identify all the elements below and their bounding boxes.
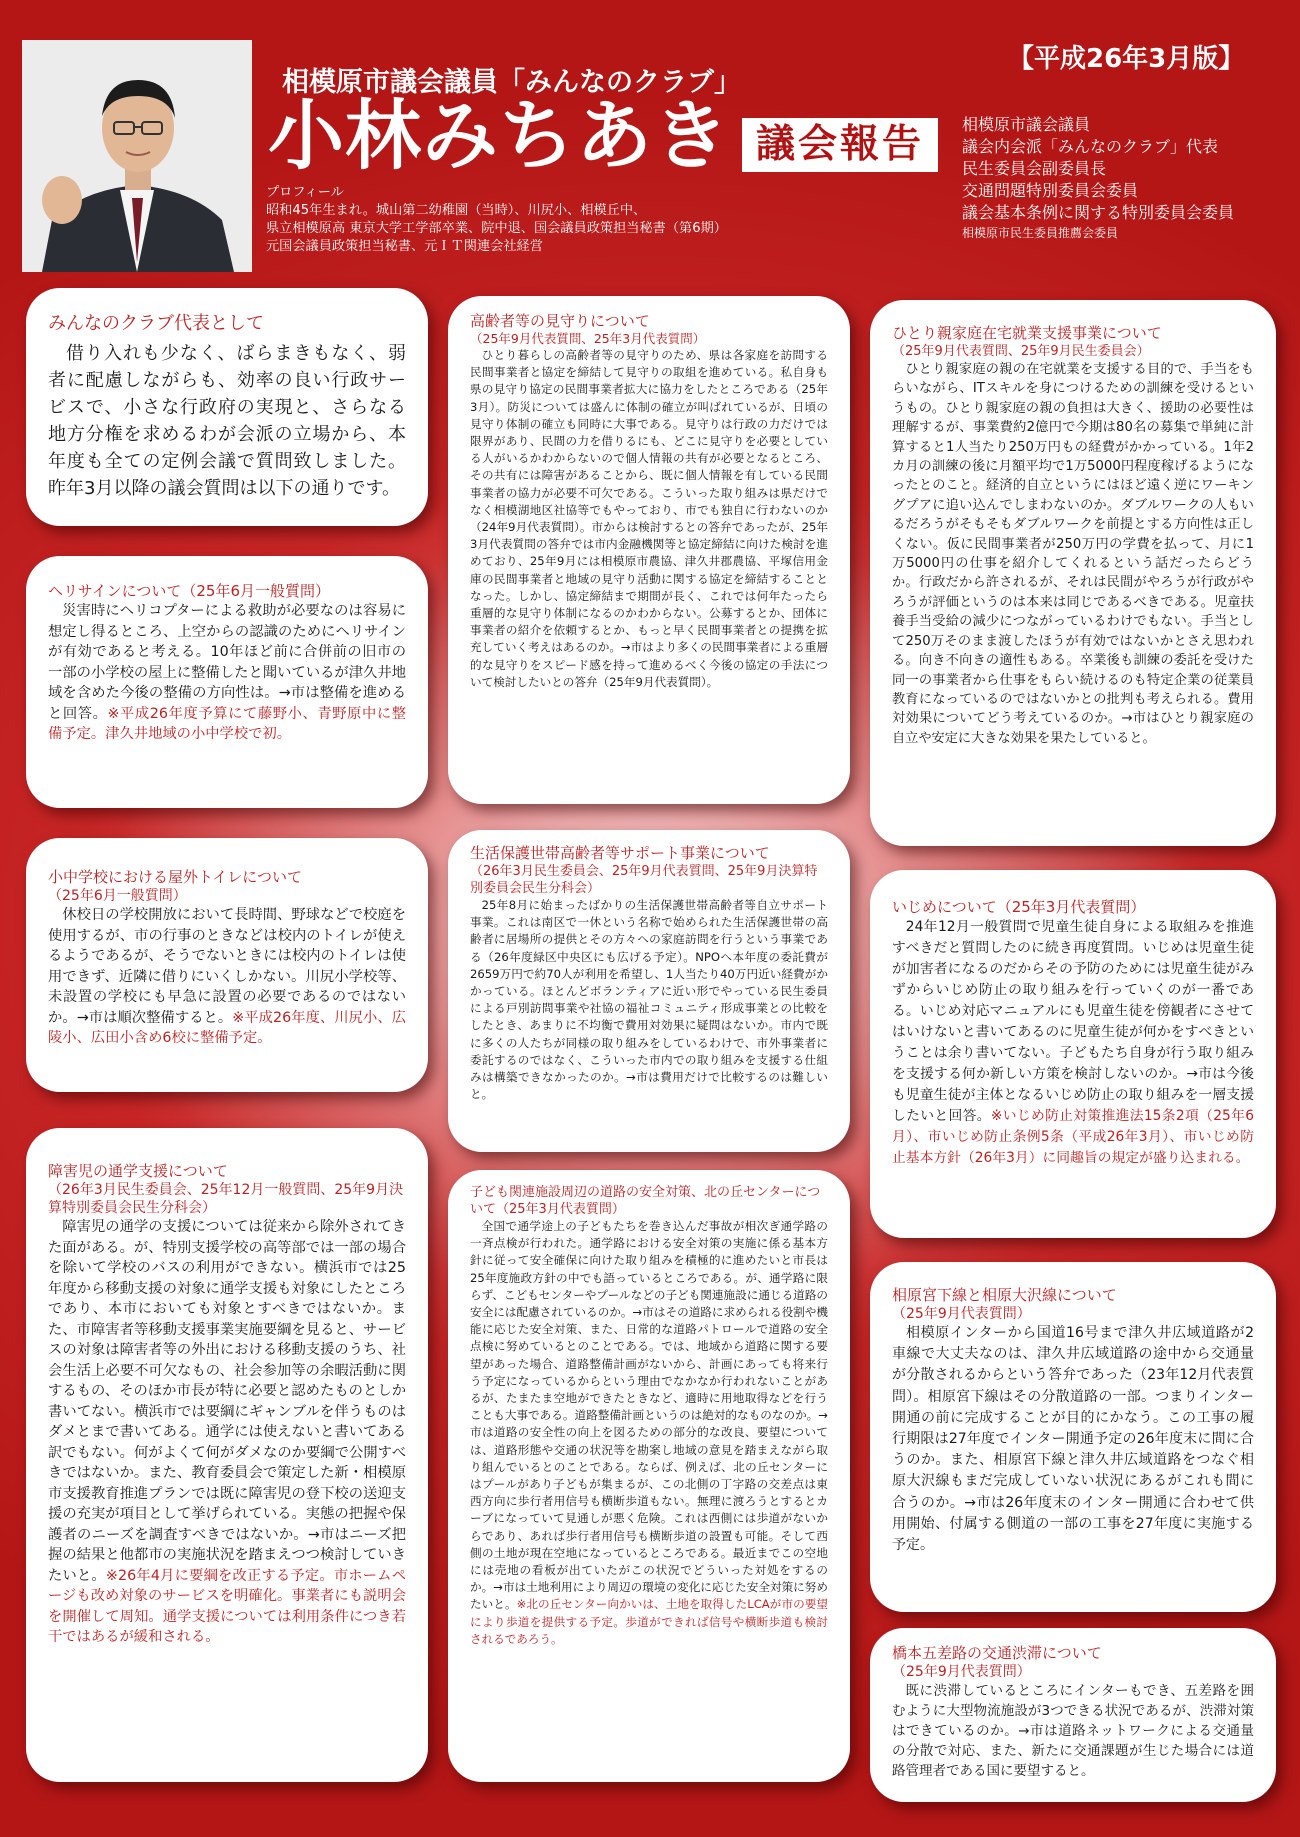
report-label: 議会報告 [742,118,938,172]
note-text: ※平成26年度予算にて藤野小、青野原中に整備予定。津久井地域の小中学校で初。 [48,705,406,742]
section-body [892,917,1254,1169]
section-title: 相原宮下線と相原大沢線について [892,1286,1117,1304]
profile-line: 昭和45年生まれ。城山第二幼稚園（当時）、川尻小、相模丘中、 [266,203,647,218]
section-subtitle: （25年9月代表質問、25年3月代表質問） [470,331,706,346]
section-body [48,905,406,1049]
profile-line: 元国会議員政策担当秘書、元ＩＴ関連会社経営 [266,239,543,254]
note-text: ※26年4月に要綱を改正する予定。市ホームページも改め対象のサービスを明確化。事業者にも説明会を開催して周知。通学支援については利用条件につき若干ではあるが緩和される。 [48,1567,407,1645]
section-subtitle: （26年3月民生委員会、25年9月代表質問、25年9月決算特別委員会民生分科会） [470,864,818,896]
section-title: いじめについて（25年3月代表質問） [892,898,1146,916]
section-title: ヘリサインについて（25年6月一般質問） [48,582,330,600]
section-title: 橋本五差路の交通渋滞について [892,1644,1102,1662]
role-item: 相模原市民生委員推薦会委員 [962,226,1119,240]
role-item: 議会基本条例に関する特別委員会委員 [962,203,1235,222]
section-subtitle: （25年9月代表質問、25年9月民生委員会） [892,344,1150,359]
section-body: 相模原インターから国道16号まで津久井広域道路が2車線で大丈夫なのは、津久井広域道路の途中から交通量が分散されるからという答弁であった（23年12月代表質問）。相原宮下線はその分散道路の一部。つまりインター開通の前に完成することが目的にかなう。この工事の履行期限は27年度でインター開通予定の26年度末に間に合うのか。また、相原宮下線と津久井広域道路をつなぐ相原大沢線もまだ完成していない状況にあるがこれも間に合うのか。→市は26年度末のインター開通に合わせて供用開始、付属する側道の一部の工事を27年度に実施する予定。 [892,1325,1254,1554]
body-text: 災害時にヘリコプターによる救助が必要なのは容易に想定し得るところ、上空からの認識のためにヘリサインが有効であると考える。10年ほど前に合併前の旧市の一部の小学校の屋上に整備したと聞いているが津久井地域を含めた今後の整備の方向性は。→市は整備を進めると回答。 [48,603,406,722]
section-body: 25年8月に始まったばかりの生活保護世帯高齢者等自立サポート事業。これは南区で一休という名称で始められた生活保護世帯の高齢者に居場所の提供とその方々への家庭訪問を行うという事業である（26年度緑区中央区にも広げる予定）。NPOへ本年度の委託費が2659万円で約70人が利用を希望し、1人当たり40万円近い経費がかかっている。ほとんどボランティアに近い形でやっている民生委員による戸別訪問事業や社協の福祉コミュニティ形成事業との比較をしたとき、あまりに不均衡で費用対効果に疑問はないか。市内で既に多くの人たちが同様の取り組みをしているわけで、市外事業者に委託するのではなく、こういった市内での取り組みを支援する仕組みは構築できなかったのか。→市は費用だけで比較するのは難しいと。 [470,898,828,1102]
section-heliport [26,556,428,808]
section-subtitle: （25年9月代表質問） [892,1306,1031,1322]
section-road-lines [870,1262,1276,1612]
note-text: ※いじめ防止対策推進法15条2項（25年6月）、市いじめ防止条例5条（平成26年3月）、市いじめ防止基本方針（26年3月）に同趣旨の規定が盛り込まれる。 [892,1108,1254,1166]
edition-label: 【平成26年3月版】 [1008,44,1245,74]
section-body: 借り入れも少なく、ばらまきもなく、弱者に配慮しながらも、効率の良い行政サービスで、小さな行政府の実現と、さらなる地方分権を求めるわが会派の立場から、本年度も全ての定例会議で質問致しました。昨年3月以降の議会質問は以下の通りです。 [48,343,406,499]
body-text: 24年12月一般質問で児童生徒自身による取組みを推進すべきだと質問したのに続き再度質問。いじめは児童生徒が加害者になるのだからその予防のためには児童生徒がみずからいじめ防止の取り組みを行っていくのが一番である。いじめ対応マニュアルにも児童生徒を傍観者にさせてはいけないと書いてあるのに児童生徒が何かをすべきということは余り書いてない。子どもたち自身が行う取り組みを支援する何か新しい方策を検討しないのか。→市は今後も児童生徒が主体となるいじめ防止の取り組みを一層支援したいと回答。 [892,919,1254,1124]
note-text: ※平成26年度、川尻小、広陵小、広田小含め6校に整備予定。 [48,1009,407,1046]
section-body [48,601,406,745]
section-body: ひとり暮らしの高齢者等の見守りのため、県は各家庭を訪問する民間事業者と協定を締結して見守りの取組を進めている。私自身も県の見守り協定の民間事業者拡大に協力をしたところである（25年3月）。防災については盛んに体制の確立が叫ばれているが、日頃の見守り体制の確立も同時に大事である。見守りは行政の力だけでは限界があり、民間の力を借りるにも、どこに見守りを必要としている人がいるかわからないので個人情報の共有が必要となるところ、その共有には障害があることから、既に個人情報を有している民間事業者の協力が必要不可欠である。こういった取り組みは県だけでなく相模湖地区社協等でもやっており、市でも独自に行わないのか（24年9月代表質問）。市からは検討するとの答弁であったが、25年3月代表質問の答弁では市内金融機関等と協定締結に向けた検討を進めており、25年9月には相模原市農協、津久井郡農協、平塚信用金庫の民間事業者と地域の見守り活動に関する協定を締結することとなった。しかし、協定締結まで期間が長く、これでは何年たったら重層的な見守り体制になるのかわからない。公募するとか、団体に事業者の紹介を依頼するとか、もっと早く民間事業者との提携を拡充していく考えはあるのか。→市はより多くの民間事業者による重層的な見守りをスピード感を持って進めるべく今後の協定の手法について検討したいとの答弁（25年9月代表質問）。 [470,348,828,689]
section-title: 高齢者等の見守りについて [470,312,650,330]
section-single-parent [870,300,1276,846]
header [0,0,1300,290]
section-toilet [26,838,428,1092]
section-title: みんなのクラブ代表として [48,313,264,334]
role-item: 相模原市議会議員 [962,115,1091,134]
section-body: 既に渋滞しているところにインターもでき、五差路を囲むように大型物流施設が3つできる状況であるが、渋滞対策はできているのか。→市は道路ネットワークによる交通量の分散で対応、また、新たに交通課題が生じた場合には道路管理者である国に要望すると。 [892,1683,1254,1779]
section-hashimoto [870,1628,1276,1802]
section-title: ひとり親家庭在宅就業支援事業について [892,324,1162,342]
section-title: 子ども関連施設周辺の道路の安全対策、北の丘センターについて（25年3月代表質問） [470,1185,821,1217]
section-disabled-commute [26,1128,428,1782]
profile-line: 県立相模原高 東京大学工学部卒業、院中退、国会議員政策担当秘書（第6期） [266,221,727,236]
section-body [470,1218,828,1648]
role-item: 議会内会派「みんなのクラブ」代表 [962,137,1219,156]
section-title: 生活保護世帯高齢者等サポート事業について [470,844,770,862]
organization-title: 相模原市議会議員「みんなのクラブ」 [282,67,741,98]
section-representative [26,288,428,526]
section-welfare-support [448,830,850,1152]
section-body [48,1217,406,1648]
roles-list [962,114,1234,242]
body-text: 障害児の通学の支援については従来から除外されてきた面がある。が、特別支援学校の高等部では一部の場合を除いて学校のバスの利用ができない。横浜市では25年度から移動支援の対象に通学支援も対象にしたところであり、本市においても対象とすべきではないか。また、市障害者等移動支援事業実施要綱を見ると、サービスの対象は障害者等の外出における移動支援のうち、社会生活上必要不可欠なもの、社会参加等の余暇活動に関するもの、そのほか市長が特に必要と認めたものとしか書いてない。横浜市では要綱にギャンブルを伴うものはダメとまで書いてある。通学には使えないと書いてある訳でもない。何がよくて何がダメなのか要綱で公開すべきではないか。また、教育委員会で策定した新・相模原市支援教育推進プランでは既に障害児の登下校の送迎支援の充実が項目として挙げられている。実態の把握や保護者のニーズを調査すべきではないか。→市はニーズ把握の結果と他都市の実施状況を踏まえつつ検討していきたいと。 [48,1219,406,1584]
role-item: 民生委員会副委員長 [962,159,1107,178]
section-road-safety [448,1170,850,1782]
portrait-illustration [22,40,252,272]
section-subtitle: （25年6月一般質問） [48,888,187,904]
profile-label: プロフィール [266,185,344,200]
section-title: 小中学校における屋外トイレについて [48,868,302,886]
section-subtitle: （26年3月民生委員会、25年12月一般質問、25年9月決算特別委員会民生分科会） [48,1182,404,1216]
body-text: 全国で通学途上の子どもたちを巻き込んだ事故が相次ぎ通学路の一斉点検が行われた。通学路における安全対策の実施に係る基本方針に従って安全確保に向けた取り組みを積極的に進めたいと市長は25年度施政方針の中でも語っているところである。が、通学路に限らず、こどもセンターやプールなどの子ども関連施設に通じる道路の安全には配慮されているのか。→市はその道路に求められる役割や機能に応じた安全対策、また、日常的な道路パトロールで道路の安全点検に努めているとのことである。では、地域から道路に関する要望があった場合、道路整備計画がないから、計画にあっても将来行う予定になっているからという理由でなかなか行われないことがあるが、たまたま空地ができたときなど、適時に用地取得などを行うことも大事である。道路整備計画というのは絶対的なものなのか。→市は道路の安全性の向上を図るための部分的な改良、要望については、道路形態や交通の状況等を勘案し地域の意見を踏まえながら取り組んでいるとのことである。ならば、例えば、北の丘センターにはプールがあり子どもが集まるが、この北側の丁字路の交差点は東西方向に歩行者用信号も横断歩道もない。無理に渡ろうとするとカーブになっていて見通しが悪く危険。これは西側には歩道がないからであり、あれば歩行者用信号も横断歩道の設置も可能。そして西側の土地が現在空地になっているところである。最近までこの空地には売地の看板が出ていたがこの状況でどういった対処をするのか。→市は土地利用により周辺の環境の変化に応じた安全対策に努めたいと。 [470,1219,828,1612]
note-text: ※北の丘センター向かいは、土地を取得したLCAが市の要望により歩道を提供する予定。歩道ができれば信号や横断歩道も検討されるであろう。 [470,1597,828,1646]
profile-photo [22,40,252,272]
section-subtitle: （25年9月代表質問） [892,1664,1031,1680]
section-bullying [870,870,1276,1238]
section-elderly-watch [448,296,850,804]
member-name: 小林みちあき [268,91,730,180]
profile [266,184,727,256]
section-body: ひとり親家庭の親の在宅就業を支援する目的で、手当をもらいながら、ITスキルを身につけるための訓練を受けるというもの。ひとり親家庭の親の負担は大きく、援助の必要性は理解するが、事業費約2億円で今期は80名の募集で単純に計算すると1人当たり250万円もの経費がかかっている。1年2カ月の訓練の後に月額平均で1万5000円程度稼げるようになったとのこと。経済的自立というにはほど遠く逆にワーキングプアに追い込んでしまわないのか。ダブルワークの人もいるだろうがそもそもダブルワークを前提とする方向性は正しくない。仮に民間事業者が250万円の学費を払って、月に1万5000円の仕事を紹介してくれるという話だったらどうか。行政だから許されるが、それは民間がやろうが行政がやろうが評価というのは本来は同じであるべきである。児童扶養手当受給の減少につながっているわけでもない。手当として250万そのまま渡したほうが有効ではないかとさえ思われる。向き不向きの適性もある。卒業後も訓練の委託を受けた同一の事業者から仕事をもらい続けるのも特定企業の従業員教育になっているのではないかとの批判も考えられる。費用対効果についてどう考えているのか。→市はひとり親家庭の自立や安定に大きな効果を果たしていると。 [892,362,1254,746]
section-title: 障害児の通学支援について [48,1162,228,1180]
role-item: 交通問題特別委員会委員 [962,181,1139,200]
body-text: 休校日の学校開放において長時間、野球などで校庭を使用するが、市の行事のときなどは校内のトイレが使えるようであるが、そうでないときには校内のトイレは使用できず、近隣に借りにいくしかない。川尻小学校等、未設置の学校にも早急に設置の必要であるのではないか。→市は順次整備すると。 [48,907,406,1026]
